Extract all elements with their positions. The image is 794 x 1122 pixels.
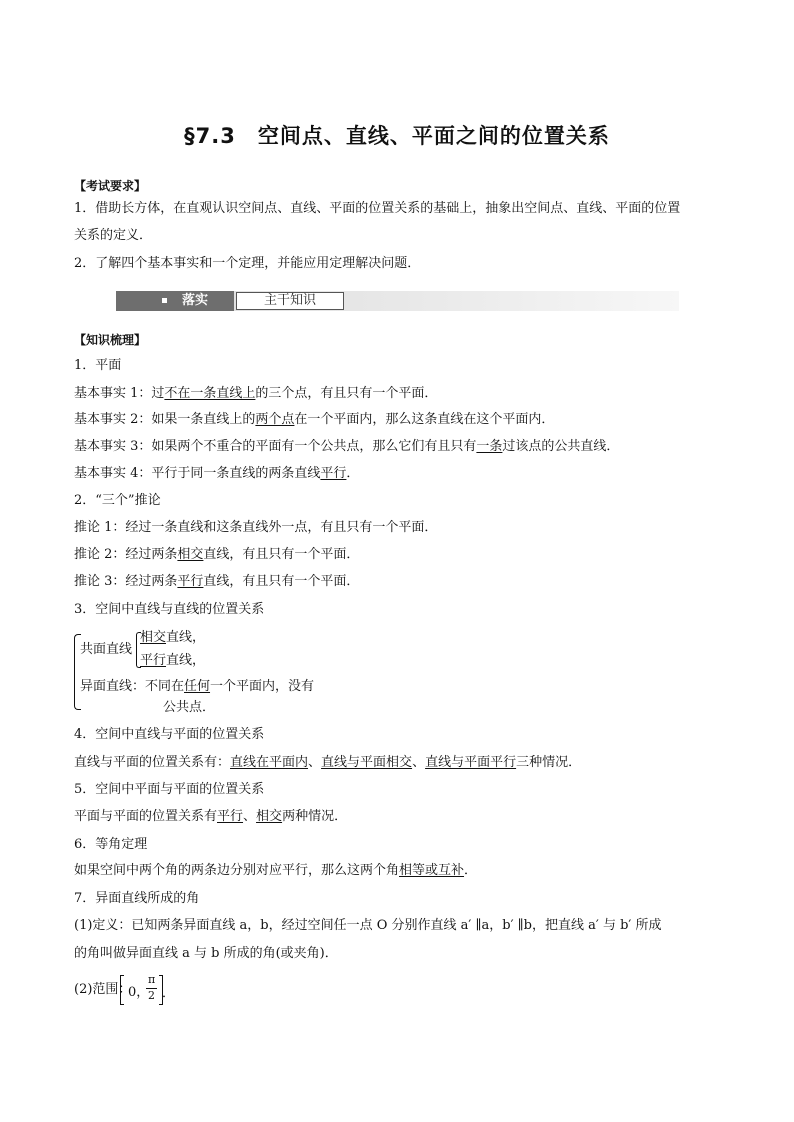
skew-lines: [80, 679, 314, 695]
equal-angle-theorem: [74, 863, 477, 879]
requirement-item-1: 1．借助长方体，在直观认识空间点、直线、平面的位置关系的基础上，抽象出空间点、直线、平面的位置: [74, 201, 681, 216]
skew-answer: 任何: [184, 679, 211, 694]
corollary-2-prefix: 推论 2：经过两条: [74, 547, 178, 562]
basic-fact-4-prefix: 基本事实 4：平行于同一条直线的两条直线: [74, 466, 321, 481]
line-plane-prefix: 直线与平面的位置关系有：: [74, 755, 231, 770]
basic-fact-3-suffix: 过该点的公共直线．: [502, 439, 620, 454]
line-plane-suffix: 三种情况．: [516, 755, 582, 770]
section-4-heading: 4．空间中直线与平面的位置关系: [74, 727, 265, 742]
equal-angle-answer: 相等或互补: [399, 863, 465, 878]
corollary-2: [74, 547, 359, 563]
basic-fact-4-answer: 平行: [320, 466, 347, 481]
basic-fact-1-prefix: 基本事实 1：过: [74, 386, 165, 401]
range-upper-numerator: π: [148, 973, 156, 986]
range-lower: 0，: [128, 985, 150, 1000]
basic-fact-2-answer: 两个点: [255, 412, 295, 427]
corollary-1: 推论 1：经过一条直线和这条直线外一点，有且只有一个平面．: [74, 520, 438, 535]
corollary-3-prefix: 推论 3：经过两条: [74, 574, 178, 589]
square-bullet-icon: [162, 298, 167, 303]
separator: 、: [243, 809, 257, 824]
banner-left-label: 落实: [182, 293, 209, 308]
equal-angle-prefix: 如果空间中两个角的两条边分别对应平行，那么这两个角: [74, 863, 400, 878]
basic-fact-2-prefix: 基本事实 2：如果一条直线上的: [74, 412, 256, 427]
intersecting-answer: 相交: [140, 630, 167, 645]
basic-fact-2-suffix: 在一个平面内，那么这条直线在这个平面内．: [294, 412, 555, 427]
skew-angle-definition-cont: 的角叫做异面直线 a 与 b 所成的角(或夹角)．: [74, 946, 338, 961]
left-bracket-icon: [120, 975, 124, 1005]
basic-fact-1-suffix: 的三个点，有且只有一个平面．: [255, 386, 438, 401]
section-1-heading: 1．平面: [74, 358, 122, 373]
equal-angle-suffix: ．: [464, 863, 478, 878]
basic-fact-3: [74, 439, 619, 455]
page-title: §7.3 空间点、直线、平面之间的位置关系: [184, 124, 610, 148]
skew-suffix: 一个平面内，没有: [210, 679, 315, 694]
separator: 、: [412, 755, 426, 770]
parallel-answer: 平行: [140, 653, 167, 668]
skew-angle-definition: (1)定义：已知两条异面直线 a，b，经过空间任一点 O 分别作直线 a′ ∥a，b′ ∥b，把直线 a′ 与 b′ 所成: [74, 918, 662, 933]
banner-left: [116, 291, 234, 311]
basic-fact-1-answer: 不在一条直线上: [164, 386, 256, 401]
corollary-2-answer: 相交: [177, 547, 204, 562]
line-parallel-plane: 直线与平面平行: [425, 755, 517, 770]
plane-plane-prefix: 平面与平面的位置关系有: [74, 809, 218, 824]
banner-right-label: 主干知识: [236, 292, 344, 310]
planes-intersect: 相交: [256, 809, 283, 824]
parallel-suffix: 直线，: [166, 653, 206, 668]
skew-prefix: 异面直线：不同在: [80, 679, 185, 694]
skew-lines-cont: 公共点．: [163, 700, 216, 715]
angle-range-interval: [120, 975, 162, 1005]
basic-fact-4: [74, 466, 359, 482]
basic-fact-1: [74, 386, 437, 402]
section-2-heading: 2．“三个”推论: [74, 493, 161, 508]
section-6-heading: 6．等角定理: [74, 837, 148, 852]
basic-fact-3-prefix: 基本事实 3：如果两个不重合的平面有一个公共点，那么它们有且只有: [74, 439, 477, 454]
separator: 、: [308, 755, 322, 770]
section-5-heading: 5．空间中平面与平面的位置关系: [74, 782, 265, 797]
plane-plane-relations: [74, 809, 347, 825]
intersecting-lines: [140, 630, 205, 646]
requirement-item-1-cont: 关系的定义．: [74, 228, 153, 243]
plane-plane-suffix: 两种情况．: [282, 809, 348, 824]
corollary-3: [74, 574, 359, 590]
knowledge-tag: 【知识梳理】: [74, 333, 147, 347]
basic-fact-3-answer: 一条: [476, 439, 503, 454]
line-plane-relations: [74, 755, 581, 771]
corollary-3-suffix: 直线，有且只有一个平面．: [203, 574, 360, 589]
range-upper-denominator: 2: [148, 989, 155, 1002]
requirement-item-2: 2．了解四个基本事实和一个定理，并能应用定理解决问题．: [74, 256, 421, 271]
section-7-heading: 7．异面直线所成的角: [74, 891, 200, 906]
planes-parallel: 平行: [217, 809, 244, 824]
requirements-tag: 【考试要求】: [74, 179, 147, 193]
section-3-heading: 3．空间中直线与直线的位置关系: [74, 602, 265, 617]
coplanar-label: 共面直线: [80, 642, 133, 657]
range-end: ．: [162, 986, 176, 1001]
line-intersects-plane: 直线与平面相交: [321, 755, 413, 770]
basic-fact-2: [74, 412, 554, 428]
corollary-3-answer: 平行: [177, 574, 204, 589]
parallel-lines: [140, 653, 205, 669]
basic-fact-4-suffix: ．: [346, 466, 360, 481]
range-label: (2)范围：: [74, 982, 132, 997]
intersecting-suffix: 直线，: [166, 630, 206, 645]
line-in-plane: 直线在平面内: [230, 755, 309, 770]
corollary-2-suffix: 直线，有且只有一个平面．: [203, 547, 360, 562]
section-banner: [116, 291, 679, 311]
